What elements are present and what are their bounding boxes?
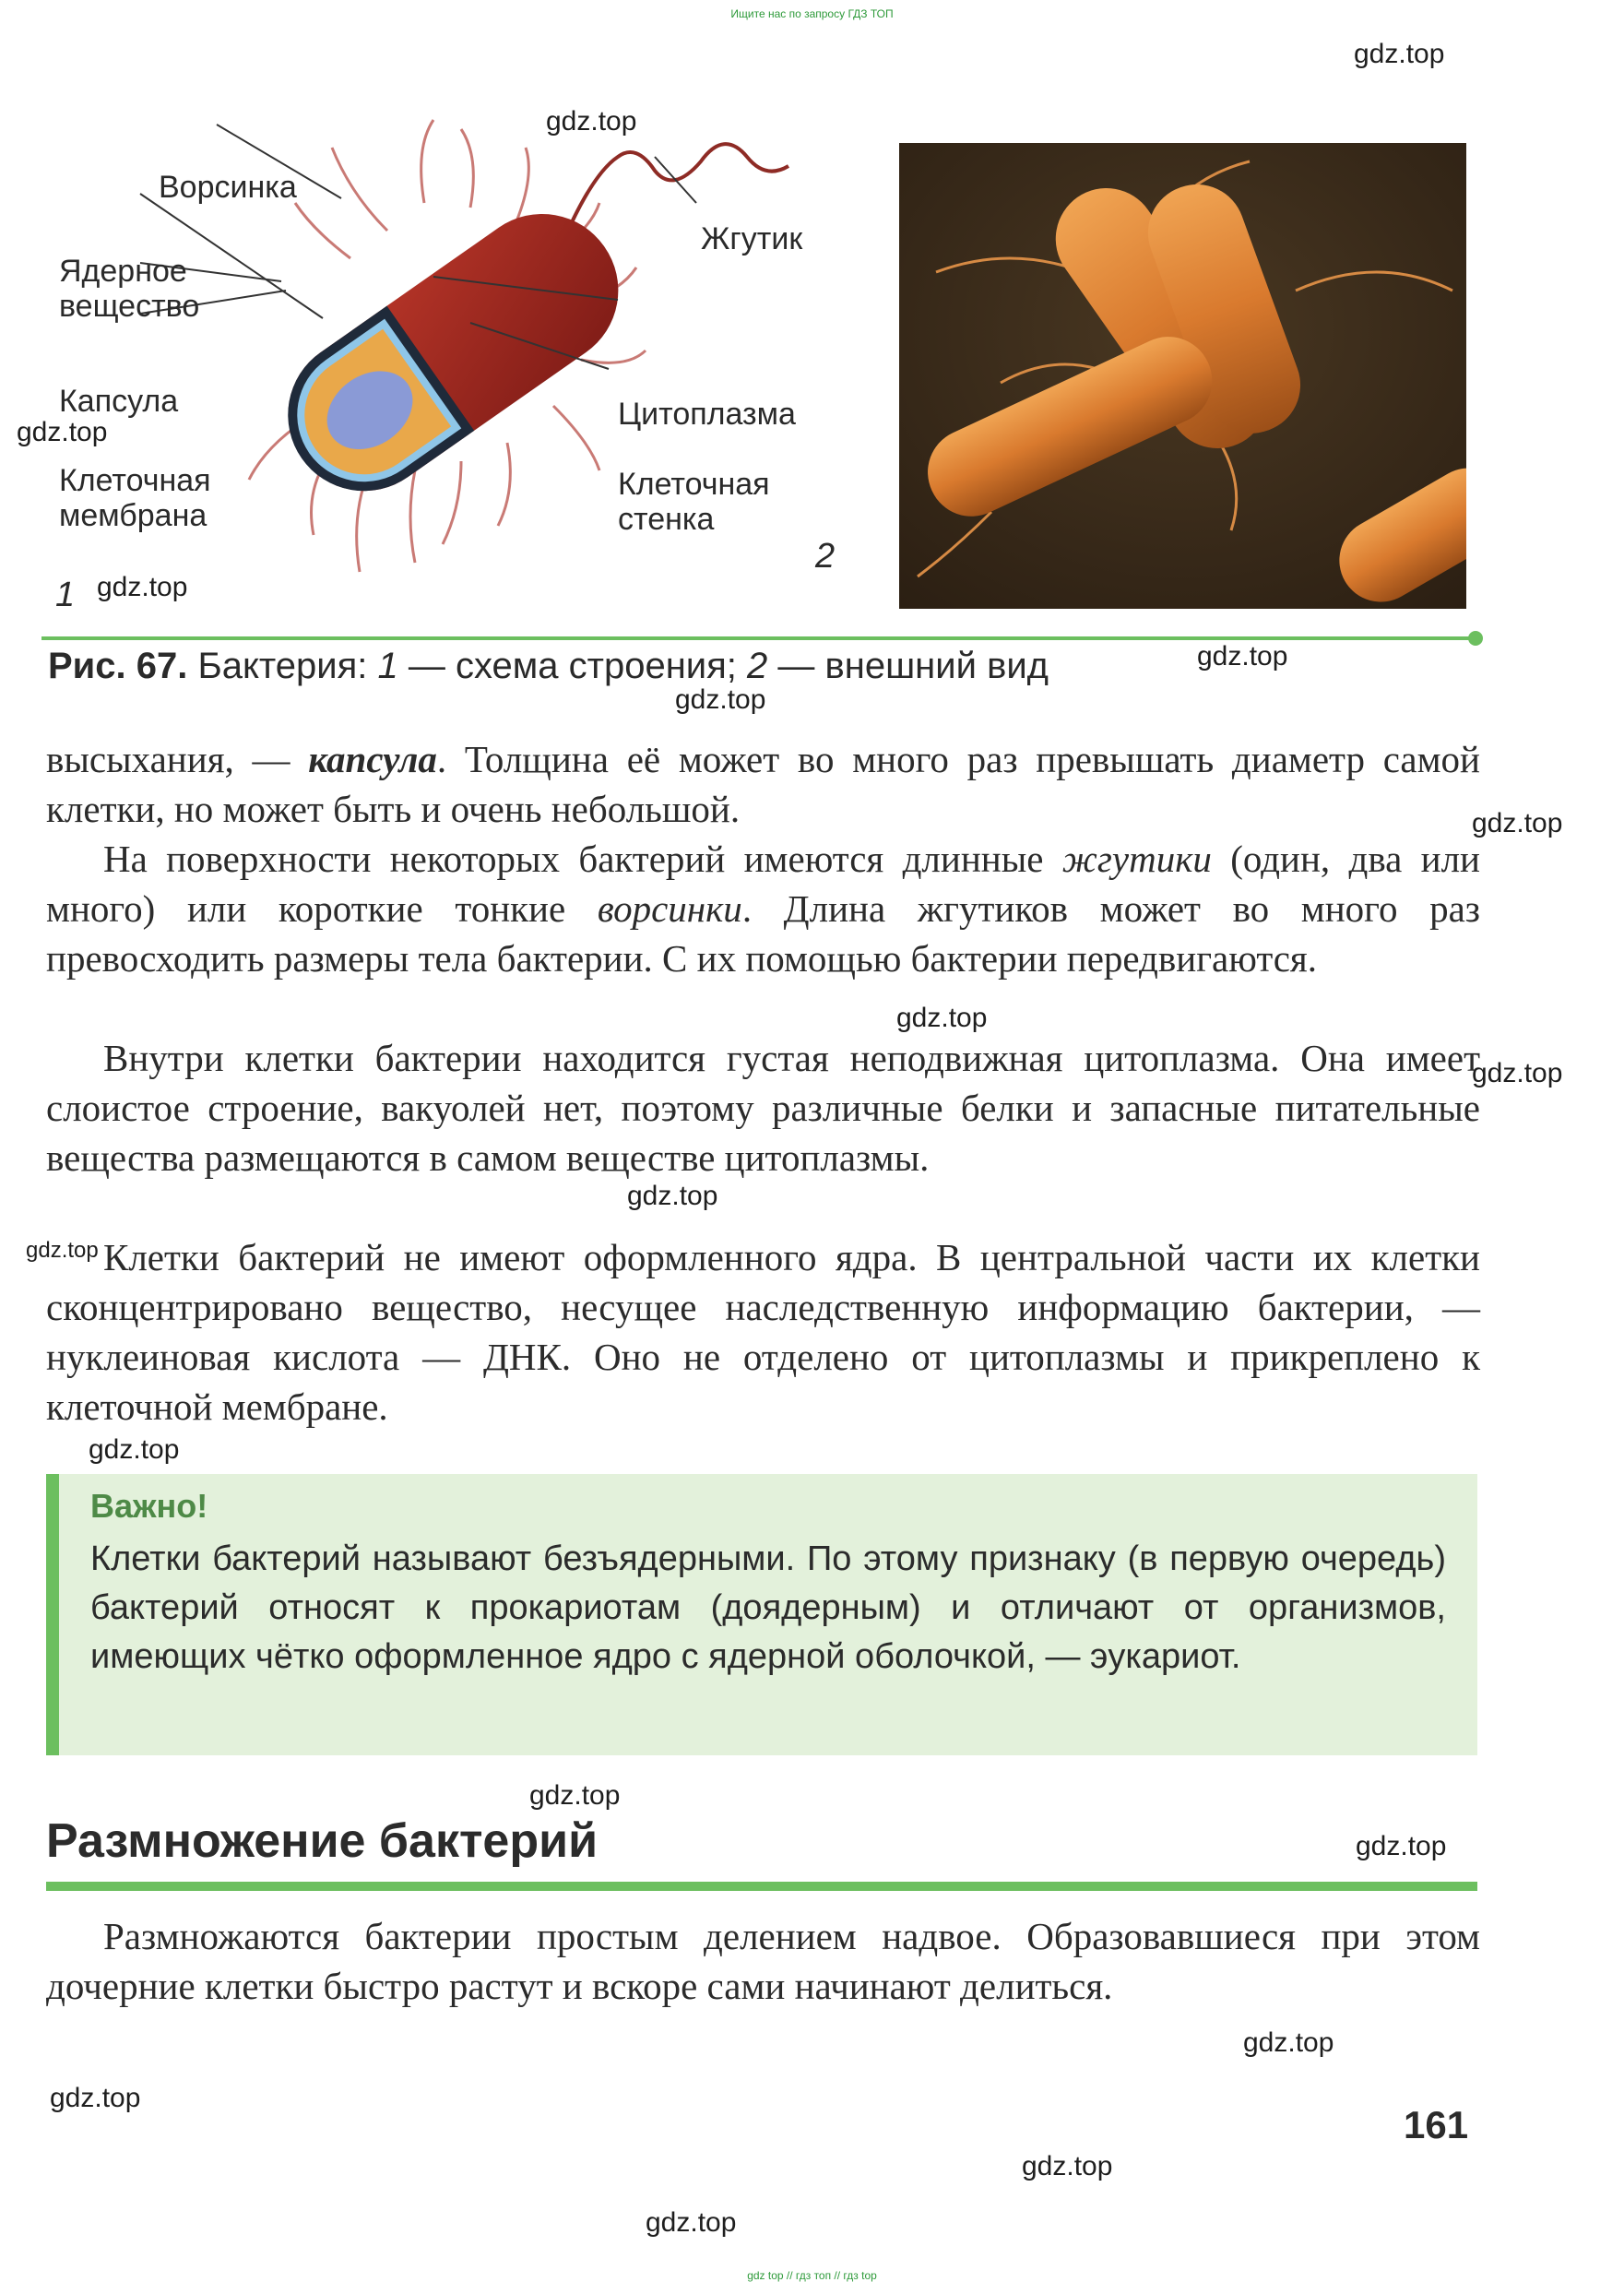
figure-caption [48,646,1049,687]
text-segment: . Длина жгутиков может во много раз превосходить размеры тела бактерии. С их помощью бактерии передвигаются. [46,887,1480,980]
paragraph-nucleus [46,1232,1480,1432]
text-segment: высыхания, — [46,738,309,780]
text-segment: Клетки бактерий не имеют оформленного ядра. В центральной части их клетки сконцентрировано вещество, несущее наследственную информацию бактерии, — нуклеиновая кислота — ДНК. Оно не отделено от цитоплазмы и прикреплено к клеточной мембране. [46,1236,1480,1428]
figure-number-2: 2 [815,537,836,576]
watermark: gdz.top [89,1434,180,1465]
important-text: Клетки бактерий называют безъядерными. По этому признаку (в первую очередь) бактерий относят к прокариотам (доядерным) и отличают от организмов, имеющих чётко оформленное ядро с ядерной оболочкой, — эукариот. [90,1539,1446,1676]
caption-rule [41,636,1476,640]
watermark: gdz.top [1243,2027,1334,2058]
caption-n2: 2 [747,646,768,686]
paragraph-capsule [46,734,1480,834]
caption-n1: 1 [377,646,398,686]
watermark: gdz.top [1472,1058,1563,1088]
watermark: gdz.top [97,572,188,602]
caption-prefix: Рис. 67. [48,646,188,686]
label-cell-wall-2: стенка [618,502,715,537]
term-villi: ворсинки [597,887,742,930]
label-membrane-2: мембрана [59,498,207,533]
page-number: 161 [1404,2103,1469,2146]
important-title: Важно! [90,1487,208,1525]
watermark: gdz.top [17,417,108,447]
text-segment: . Толщина её может во много раз превышать диаметр самой клетки, но может быть и очень небольшой. [46,738,1480,830]
label-capsule: Капсула [59,384,179,419]
footer-note: gdz top // гдз топ // гдз top [747,2269,877,2282]
watermark: gdz.top [26,1238,99,1263]
watermark: gdz.top [546,106,637,137]
caption-dot [1468,631,1483,646]
watermark: gdz.top [675,684,766,715]
label-cell-wall: Клеточная [618,467,770,502]
figure-number-1: 1 [55,576,76,614]
term-flagella: жгутики [1061,838,1212,880]
watermark: gdz.top [1472,808,1563,838]
label-membrane: Клеточная [59,463,211,498]
caption-text-2: — схема строения; [397,646,748,686]
watermark: gdz.top [1354,39,1445,69]
text-segment: (один, два или много) или короткие тонкие [46,838,1480,930]
term-capsule: капсула [308,738,437,780]
watermark: gdz.top [627,1181,718,1211]
caption-text-1: Бактерия: [187,646,378,686]
bacteria-photo [899,143,1466,609]
paragraph-cytoplasm [46,1033,1480,1183]
watermark: gdz.top [896,1003,988,1033]
label-nucleoid: Ядерное [59,254,187,289]
label-cytoplasm: Цитоплазма [618,397,796,432]
watermark: gdz.top [1197,641,1288,672]
text-segment: Внутри клетки бактерии находится густая неподвижная цитоплазма. Она имеет слоистое строение, вакуолей нет, поэтому различные белки и запасные питательные вещества размещаются в самом веществе цитоплазмы. [46,1037,1480,1179]
watermark: gdz.top [1022,2151,1113,2181]
label-flagellum: Жгутик [701,221,803,256]
section-title: Размножение бактерий [46,1814,599,1868]
watermark: gdz.top [1356,1831,1447,1861]
watermark: gdz.top [529,1780,621,1811]
label-villus: Ворсинка [159,170,297,205]
watermark: gdz.top [646,2207,737,2238]
header-note: Ищите нас по запросу ГДЗ ТОП [730,7,894,20]
paragraph-flagella [46,834,1480,983]
section-rule [46,1882,1477,1891]
caption-text-3: — внешний вид [767,646,1049,686]
label-nucleoid-2: вещество [59,289,200,324]
text-segment: На поверхности некоторых бактерий имеются длинные [103,838,1062,880]
paragraph-reproduction: Размножаются бактерии простым делением надвое. Образовавшиеся при этом дочерние клетки быстро растут и вскоре сами начинают делиться. [46,1915,1480,2007]
watermark: gdz.top [50,2083,141,2113]
